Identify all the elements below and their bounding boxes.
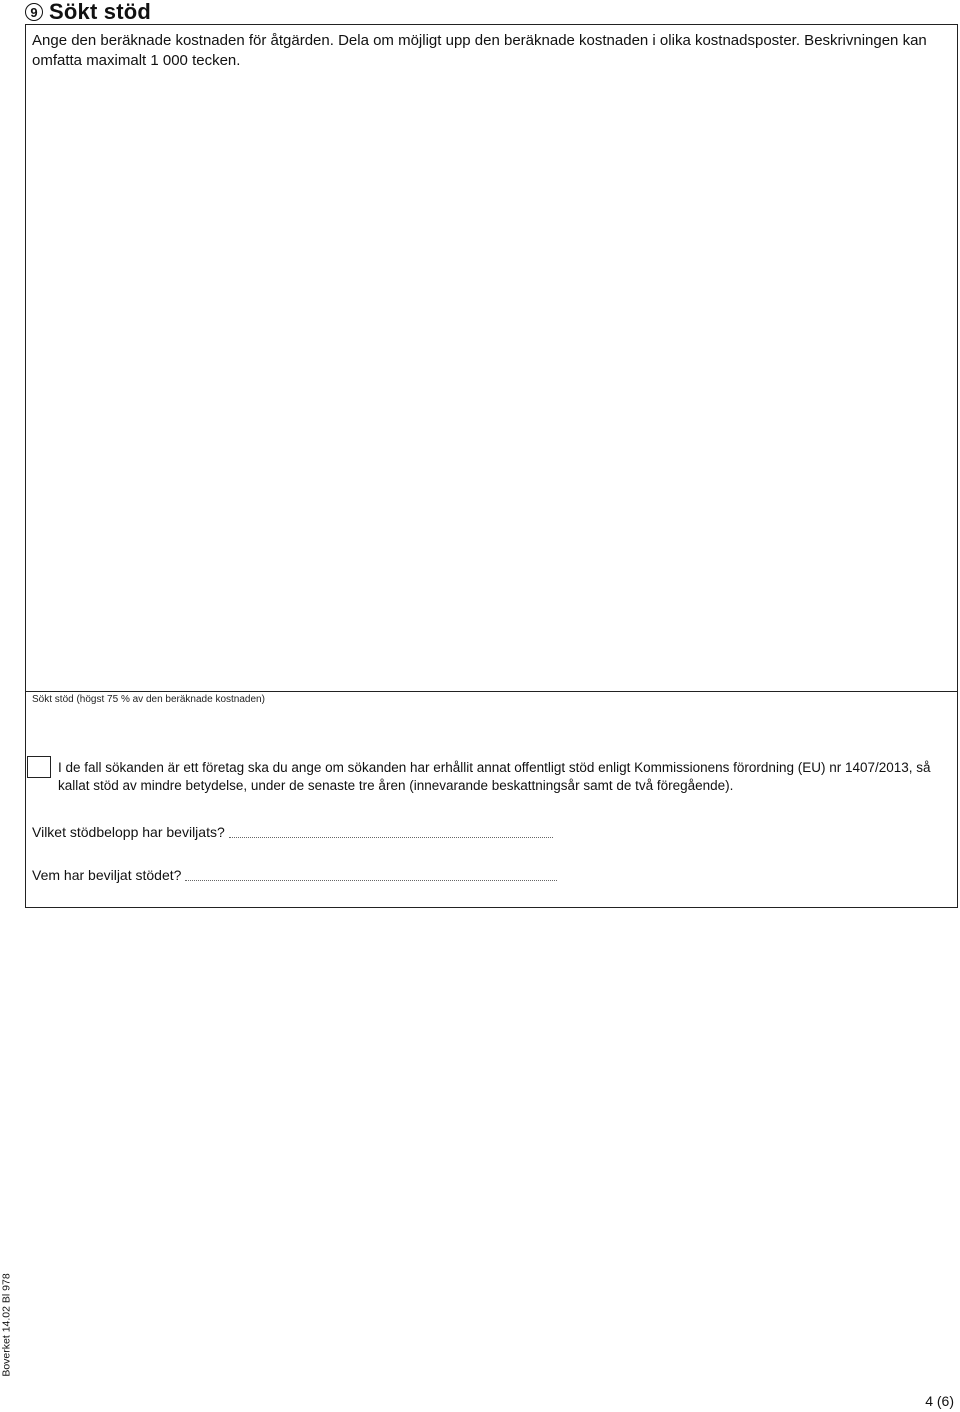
form-code: Boverket 14.02 Bl 978 bbox=[1, 1273, 14, 1377]
granted-by-field[interactable] bbox=[185, 879, 557, 881]
amount-granted-field[interactable] bbox=[229, 836, 553, 838]
section-number-badge: 9 bbox=[25, 3, 43, 21]
amount-granted-label: Vilket stödbelopp har beviljats? bbox=[32, 824, 225, 840]
requested-amount-label: Sökt stöd (högst 75 % av den beräknade kostnaden) bbox=[32, 694, 265, 705]
de-minimis-text: I de fall sökanden är ett företag ska du ange om sökanden har erhållit annat offentligt stöd enligt Kommissionens förordning (EU) nr 1407/2013, så kallat stöd av mindre betydelse, under de senaste tre åren (innevarande beskattningsår samt de två föregående). bbox=[58, 760, 931, 793]
section-header bbox=[25, 0, 151, 24]
amount-granted-row bbox=[32, 824, 553, 840]
instruction-text: Ange den beräknade kostnaden för åtgärden. Dela om möjligt upp den beräknade kostnaden i olika kostnadsposter. Beskrivningen kan omfatta maximalt 1 000 tecken. bbox=[32, 32, 927, 69]
granted-by-label: Vem har beviljat stödet? bbox=[32, 867, 182, 883]
granted-by-row bbox=[32, 867, 557, 883]
page-number: 4 (6) bbox=[925, 1393, 954, 1409]
form-code-container bbox=[0, 1272, 14, 1378]
section-title: Sökt stöd bbox=[49, 0, 152, 24]
requested-amount-field[interactable] bbox=[26, 708, 956, 738]
de-minimis-checkbox[interactable] bbox=[27, 756, 51, 778]
cost-description-field[interactable] bbox=[26, 72, 956, 680]
field-divider bbox=[25, 691, 958, 692]
